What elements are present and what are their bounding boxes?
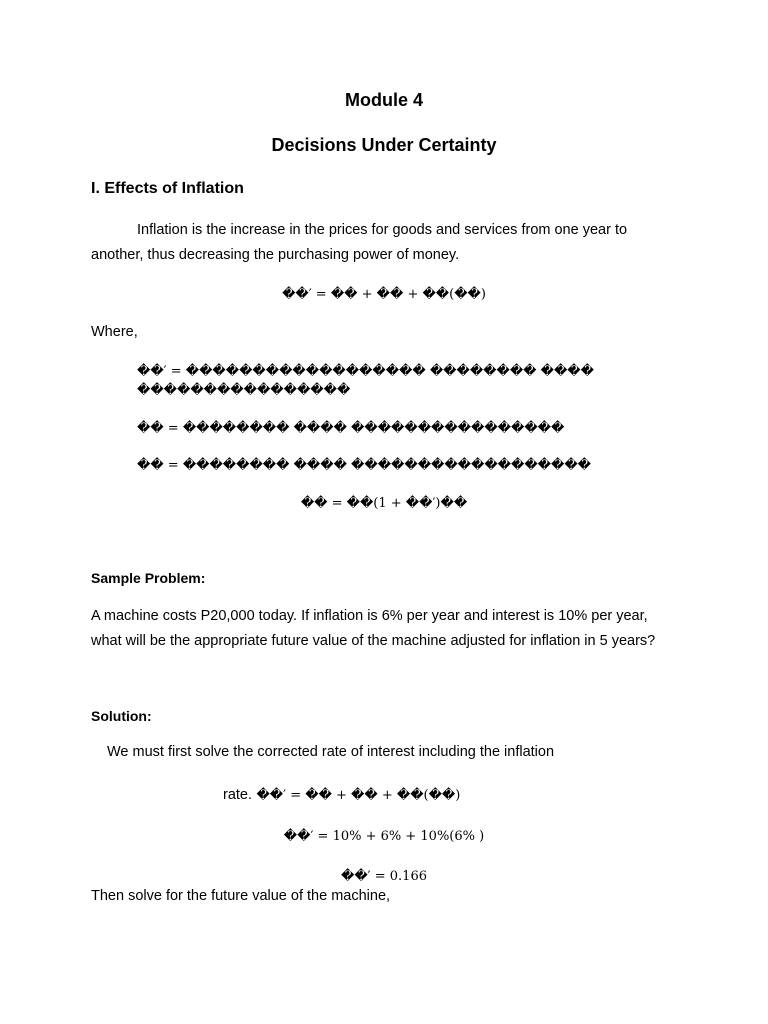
- definition-3: �� = �������� ���� ������������������: [137, 458, 591, 473]
- definition-2: �� = �������� ���� ����������������: [137, 421, 565, 436]
- solution-formula: ��′ = �� + �� + ��(��): [256, 788, 461, 803]
- rate-label: rate.: [223, 787, 253, 803]
- solution-line-1: We must first solve the corrected rate of interest including the inflation: [107, 744, 555, 760]
- section-heading: I. Effects of Inflation: [91, 180, 244, 197]
- definition-1-line-1: ��′ = ������������������ �������� ����: [137, 364, 594, 379]
- solution-heading: Solution:: [91, 708, 152, 724]
- definition-1-line-2: ����������������: [137, 383, 351, 398]
- solution-step-2: ��′ = 0.166: [341, 869, 427, 884]
- problem-line-2: what will be the appropriate future value of the machine adjusted for inflation in 5 years?: [91, 633, 656, 649]
- sample-problem-heading: Sample Problem:: [91, 570, 206, 586]
- solution-step-1: ��′ = 10% + 6% + 10%(6% ): [283, 829, 485, 844]
- solution-formula-line: [223, 783, 460, 808]
- module-title: Module 4: [344, 90, 423, 110]
- where-label: Where,: [91, 324, 138, 340]
- closing-line: Then solve for the future value of the machine,: [91, 888, 391, 904]
- inflation-formula: ��′ = �� + �� + ��(��): [282, 287, 486, 302]
- page-subtitle: Decisions Under Certainty: [271, 135, 497, 155]
- intro-line-2: another, thus decreasing the purchasing power of money.: [91, 247, 460, 263]
- future-value-formula: �� = ��(1 + ��′)��: [300, 496, 468, 511]
- intro-line-1: Inflation is the increase in the prices for goods and services from one year to: [137, 222, 628, 238]
- problem-line-1: A machine costs P20,000 today. If inflation is 6% per year and interest is 10% per year,: [91, 608, 648, 624]
